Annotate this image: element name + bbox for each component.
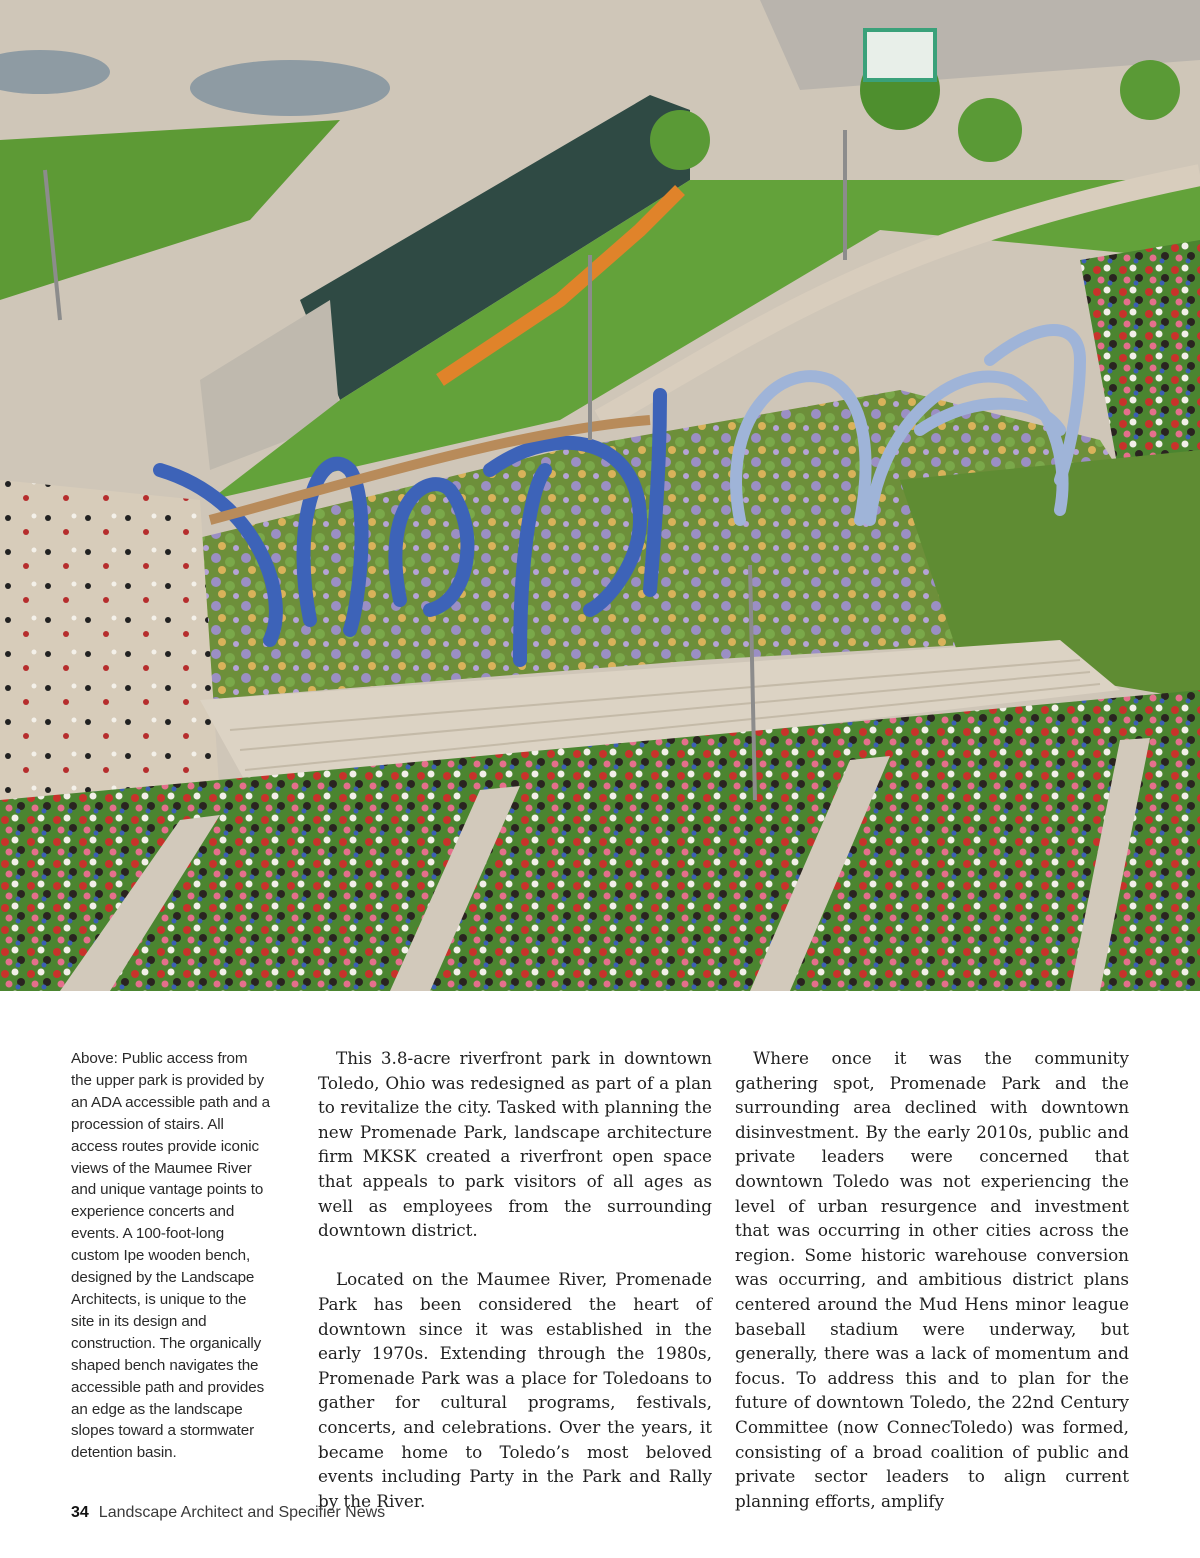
paragraph: Where once it was the community gathering spot, Promenade Park and the surrounding area declined with downtown disinvestment. By the early 2010s, public and private leaders were concerned that downtown Toledo was not experiencing the level of urban resurgence and investment that was occurring in other cities across the region. Some historic warehouse conversion was occurring, and ambitious district plans centered around the Mud Hens minor league baseball stadium were underway, but generally, there was a lack of momentum and focus. To address this and to plan for the future of downtown Toledo, the 22nd Century Committee (now ConnecToledo) was formed, consisting of a broad coalition of public and private sector leaders to align current planning efforts, amplify xyxy=(735,1048,1129,1511)
article-column-2 xyxy=(735,1046,1129,1538)
paragraph: Located on the Maumee River, Promenade Park has been considered the heart of downtown since it was established in the early 1970s. Extending through the 1980s, Promenade Park was a place for Toledoans to gather for cultural programs, festivals, concerts, and celebrations. Over the years, it became home to Toledo’s most beloved events including Party in the Park and Rally by the River. xyxy=(318,1269,712,1511)
article-column-1 xyxy=(318,1046,712,1538)
page-footer xyxy=(71,1504,385,1522)
publication-name: Landscape Architect and Specifier News xyxy=(98,1504,386,1521)
paragraph: This 3.8-acre riverfront park in downtown Toledo, Ohio was redesigned as part of a plan to revitalize the city. Tasked with planning the new Promenade Park, landscape architecture firm MKSK created a riverfront open space that appeals to park visitors of all ages as well as employees from the surrounding downtown district. xyxy=(318,1048,712,1241)
page-number: 34 xyxy=(71,1504,89,1521)
photo-caption: Above: Public access from the upper park is provided by an ADA accessible path and a procession of stairs. All access routes provide iconic views of the Maumee River and unique vantage points to experience concerts and events. A 100-foot-long custom Ipe wooden bench, designed by the Landscape Architects, is unique to the site in its design and construction. The organically shaped bench navigates the accessible path and provides an edge as the landscape slopes toward a stormwater detention basin. xyxy=(71,1050,270,1462)
